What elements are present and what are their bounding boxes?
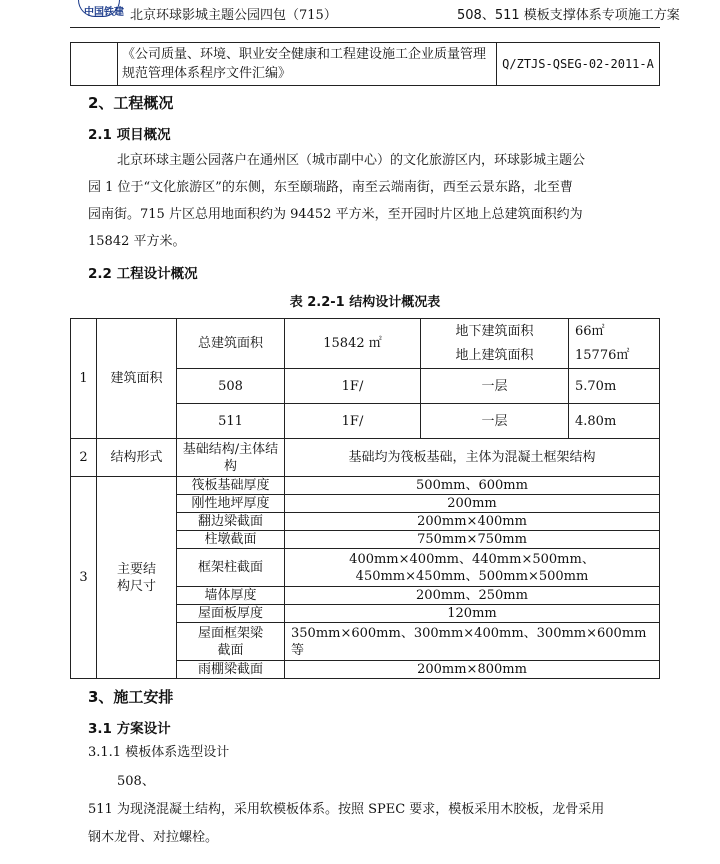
building-name: 508 [177, 369, 285, 404]
building-height: 5.70m [569, 369, 660, 404]
building-floor-desc: 一层 [421, 404, 569, 439]
cell-value: 350mm×600mm、300mm×400mm、300mm×600mm 等 [285, 623, 660, 661]
cell-value: 基础均为筏板基础，主体为混凝土框架结构 [285, 439, 660, 477]
header-project-title: 北京环球影城主题公园四包（715） [130, 8, 337, 23]
cell-label: 总建筑面积 [177, 319, 285, 369]
building-floors: 1F/ [285, 404, 421, 439]
paragraph-line: 园 1 位于“文化旅游区”的东侧，东至颐瑞路，南至云端南街，西至云景东路，北至曹 [88, 180, 573, 195]
building-name: 511 [177, 404, 285, 439]
reference-document-name: 《公司质量、环境、职业安全健康和工程建设施工企业质量管理规范管理体系程序文件汇编》 [118, 43, 497, 86]
cell-label [421, 319, 569, 369]
structure-design-table [70, 318, 660, 679]
underground-area-value: 66㎡ [575, 323, 605, 339]
cell-label: 墙体厚度 [177, 587, 285, 605]
cell-value: 200mm×800mm [285, 661, 660, 679]
cell-value: 200mm、250mm [285, 587, 660, 605]
row-number: 2 [71, 439, 97, 477]
underground-area-label: 地下建筑面积 [455, 323, 534, 339]
cell-value: 120mm [285, 605, 660, 623]
building-floor-desc: 一层 [421, 369, 569, 404]
paragraph-line: 511 为现浇混凝土结构，采用软模板体系。按照 SPEC 要求，模板采用木胶板，龙骨采用 [88, 802, 605, 817]
cell-label: 筏板基础厚度 [177, 477, 285, 495]
paragraph-line: 钢木龙骨、对拉螺栓。 [88, 830, 219, 845]
reference-document-table [70, 42, 660, 86]
cell-label: 雨棚梁截面 [177, 661, 285, 679]
row-category: 结构形式 [97, 439, 177, 477]
aboveground-area-label: 地上建筑面积 [455, 347, 534, 363]
cell-value: 500mm、600mm [285, 477, 660, 495]
section-3-title: 3、施工安排 [88, 688, 174, 706]
cell-value: 200mm [285, 495, 660, 513]
building-height: 4.80m [569, 404, 660, 439]
paragraph-line: 北京环球主题公园落户在通州区（城市副中心）的文化旅游区内，环球影城主题公 [117, 153, 586, 168]
company-logo-text: 中国铁建 [84, 7, 124, 18]
paragraph-line: 园南街。715 片区总用地面积约为 94452 平方米，至开园时片区地上总建筑面积约为 [88, 207, 583, 222]
section-2-1-title: 2.1 项目概况 [88, 127, 171, 143]
row-category: 主要结构尺寸 [97, 477, 177, 679]
paragraph-line: 15842 平方米。 [88, 234, 186, 249]
cell-value: 750mm×750mm [285, 531, 660, 549]
row-number: 3 [71, 477, 97, 679]
table-caption: 表 2.2-1 结构设计概况表 [289, 295, 441, 310]
section-3-1-title: 3.1 方案设计 [88, 721, 171, 737]
cell-value: 15842 ㎡ [285, 319, 421, 369]
reference-blank-cell [71, 43, 118, 86]
cell-value [569, 319, 660, 369]
header-document-title: 508、511 模板支撑体系专项施工方案 [457, 8, 680, 23]
paragraph-line: 508、 [117, 774, 155, 789]
cell-label: 柱墩截面 [177, 531, 285, 549]
reference-document-code: Q/ZTJS-QSEG-02-2011-A [497, 43, 660, 86]
cell-label: 框架柱截面 [177, 549, 285, 587]
header-divider [70, 27, 660, 28]
cell-label: 基础结构/主体结构 [177, 439, 285, 477]
cell-label: 翻边梁截面 [177, 513, 285, 531]
section-3-1-1-title: 3.1.1 模板体系选型设计 [88, 745, 230, 760]
cell-label: 屋面框架梁截面 [177, 623, 285, 661]
row-category: 建筑面积 [97, 319, 177, 439]
section-2-2-title: 2.2 工程设计概况 [88, 266, 198, 282]
building-floors: 1F/ [285, 369, 421, 404]
cell-label: 刚性地坪厚度 [177, 495, 285, 513]
section-2-title: 2、工程概况 [88, 94, 174, 112]
cell-value: 400mm×400mm、440mm×500mm、450mm×450mm、500mm×500mm [285, 549, 660, 587]
cell-value: 200mm×400mm [285, 513, 660, 531]
row-number: 1 [71, 319, 97, 439]
cell-label: 屋面板厚度 [177, 605, 285, 623]
aboveground-area-value: 15776㎡ [575, 347, 630, 363]
